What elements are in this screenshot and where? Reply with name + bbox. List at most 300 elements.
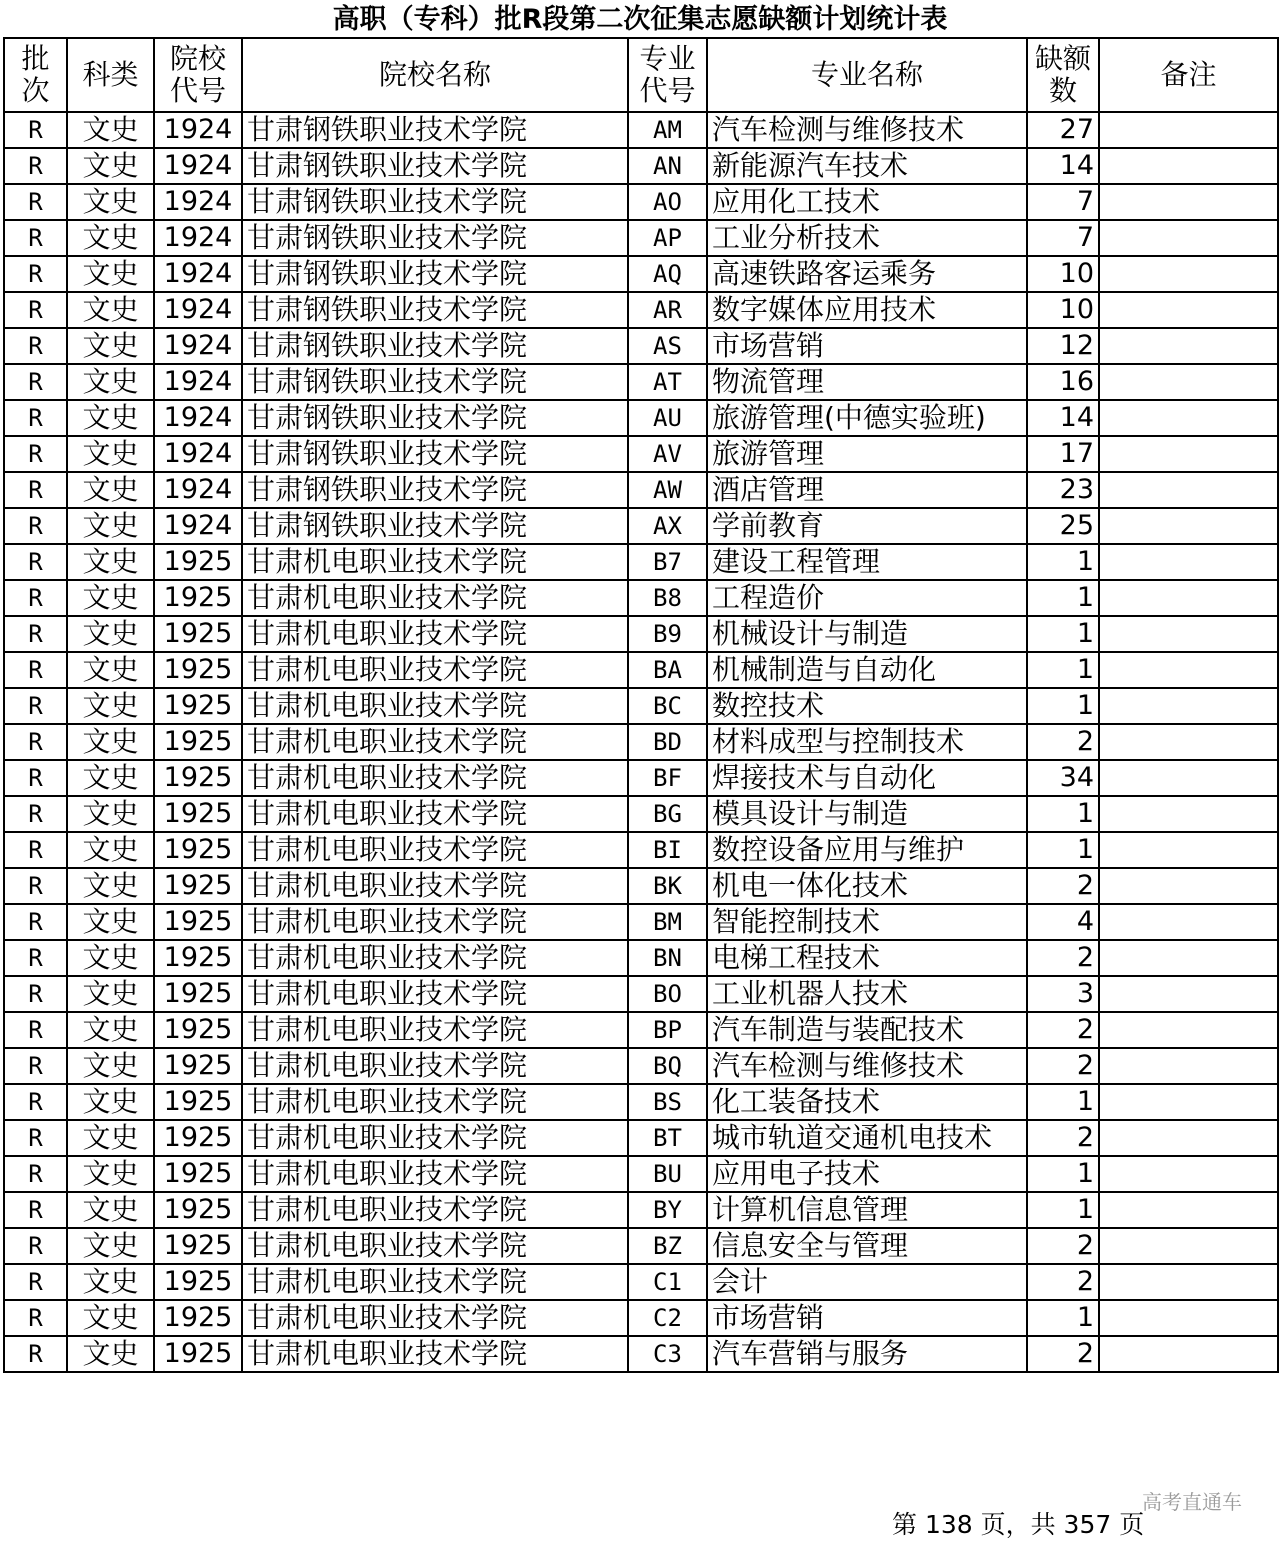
cell-major-code: BM (628, 904, 707, 940)
cell-note (1099, 796, 1278, 832)
table-row (4, 184, 1278, 220)
cell-batch: R (4, 796, 67, 832)
cell-school-name: 甘肃钢铁职业技术学院 (242, 328, 628, 364)
cell-quota: 25 (1027, 508, 1099, 544)
cell-school-name: 甘肃钢铁职业技术学院 (242, 148, 628, 184)
cell-school-code: 1924 (154, 436, 242, 472)
cell-school-name: 甘肃机电职业技术学院 (242, 1156, 628, 1192)
cell-batch: R (4, 508, 67, 544)
cell-school-name: 甘肃钢铁职业技术学院 (242, 508, 628, 544)
cell-major-code: BP (628, 1012, 707, 1048)
header-major-code: 专业 代号 (628, 38, 707, 112)
cell-category: 文史 (67, 976, 154, 1012)
cell-note (1099, 688, 1278, 724)
cell-major-code: AP (628, 220, 707, 256)
cell-batch: R (4, 292, 67, 328)
cell-note (1099, 760, 1278, 796)
header-school-code: 院校 代号 (154, 38, 242, 112)
cell-major-code: AW (628, 472, 707, 508)
cell-major-name: 汽车检测与维修技术 (707, 112, 1027, 148)
cell-batch: R (4, 364, 67, 400)
cell-batch: R (4, 976, 67, 1012)
cell-quota: 2 (1027, 1228, 1099, 1264)
cell-school-name: 甘肃机电职业技术学院 (242, 1264, 628, 1300)
cell-major-name: 应用电子技术 (707, 1156, 1027, 1192)
cell-school-name: 甘肃机电职业技术学院 (242, 832, 628, 868)
cell-major-code: BZ (628, 1228, 707, 1264)
cell-major-name: 模具设计与制造 (707, 796, 1027, 832)
table-row (4, 1048, 1278, 1084)
cell-school-code: 1925 (154, 1192, 242, 1228)
cell-school-code: 1925 (154, 544, 242, 580)
cell-school-name: 甘肃机电职业技术学院 (242, 1084, 628, 1120)
cell-school-code: 1924 (154, 364, 242, 400)
table-row (4, 688, 1278, 724)
cell-school-name: 甘肃机电职业技术学院 (242, 868, 628, 904)
cell-batch: R (4, 904, 67, 940)
cell-major-code: AX (628, 508, 707, 544)
table-row (4, 616, 1278, 652)
cell-school-name: 甘肃机电职业技术学院 (242, 652, 628, 688)
cell-batch: R (4, 400, 67, 436)
header-school-name: 院校名称 (242, 38, 628, 112)
cell-school-code: 1925 (154, 724, 242, 760)
cell-major-name: 智能控制技术 (707, 904, 1027, 940)
cell-major-name: 市场营销 (707, 328, 1027, 364)
cell-note (1099, 940, 1278, 976)
table-row (4, 724, 1278, 760)
cell-batch: R (4, 1120, 67, 1156)
cell-quota: 1 (1027, 688, 1099, 724)
table-row (4, 112, 1278, 148)
table-row (4, 1336, 1278, 1372)
cell-major-code: BQ (628, 1048, 707, 1084)
cell-major-code: AN (628, 148, 707, 184)
cell-batch: R (4, 580, 67, 616)
cell-major-code: BU (628, 1156, 707, 1192)
cell-major-code: B9 (628, 616, 707, 652)
cell-quota: 2 (1027, 1264, 1099, 1300)
table-row (4, 796, 1278, 832)
cell-school-code: 1924 (154, 184, 242, 220)
cell-quota: 14 (1027, 148, 1099, 184)
cell-major-name: 旅游管理(中德实验班) (707, 400, 1027, 436)
cell-note (1099, 1264, 1278, 1300)
cell-note (1099, 328, 1278, 364)
cell-quota: 1 (1027, 1300, 1099, 1336)
cell-school-name: 甘肃钢铁职业技术学院 (242, 364, 628, 400)
cell-category: 文史 (67, 1300, 154, 1336)
cell-batch: R (4, 868, 67, 904)
cell-school-code: 1925 (154, 580, 242, 616)
cell-major-code: AO (628, 184, 707, 220)
cell-note (1099, 580, 1278, 616)
cell-school-code: 1924 (154, 256, 242, 292)
cell-quota: 1 (1027, 616, 1099, 652)
cell-school-name: 甘肃机电职业技术学院 (242, 1228, 628, 1264)
cell-batch: R (4, 112, 67, 148)
cell-major-code: C2 (628, 1300, 707, 1336)
cell-batch: R (4, 616, 67, 652)
cell-category: 文史 (67, 760, 154, 796)
cell-category: 文史 (67, 472, 154, 508)
cell-major-name: 高速铁路客运乘务 (707, 256, 1027, 292)
cell-category: 文史 (67, 112, 154, 148)
cell-major-code: C3 (628, 1336, 707, 1372)
cell-note (1099, 1228, 1278, 1264)
cell-major-name: 城市轨道交通机电技术 (707, 1120, 1027, 1156)
cell-school-name: 甘肃机电职业技术学院 (242, 904, 628, 940)
cell-batch: R (4, 220, 67, 256)
cell-major-name: 应用化工技术 (707, 184, 1027, 220)
cell-batch: R (4, 940, 67, 976)
cell-note (1099, 868, 1278, 904)
cell-note (1099, 1336, 1278, 1372)
table-row (4, 1300, 1278, 1336)
cell-major-name: 数控技术 (707, 688, 1027, 724)
cell-quota: 2 (1027, 868, 1099, 904)
cell-note (1099, 1084, 1278, 1120)
cell-note (1099, 436, 1278, 472)
cell-major-code: BD (628, 724, 707, 760)
cell-major-name: 会计 (707, 1264, 1027, 1300)
cell-note (1099, 1192, 1278, 1228)
table-row (4, 976, 1278, 1012)
cell-batch: R (4, 184, 67, 220)
cell-quota: 1 (1027, 832, 1099, 868)
cell-major-name: 数控设备应用与维护 (707, 832, 1027, 868)
cell-school-name: 甘肃机电职业技术学院 (242, 1336, 628, 1372)
cell-major-code: AS (628, 328, 707, 364)
cell-category: 文史 (67, 652, 154, 688)
cell-school-code: 1924 (154, 508, 242, 544)
cell-quota: 4 (1027, 904, 1099, 940)
cell-school-code: 1924 (154, 112, 242, 148)
cell-note (1099, 652, 1278, 688)
table-row (4, 1120, 1278, 1156)
cell-category: 文史 (67, 688, 154, 724)
cell-major-name: 化工装备技术 (707, 1084, 1027, 1120)
cell-school-name: 甘肃机电职业技术学院 (242, 940, 628, 976)
cell-major-name: 工业机器人技术 (707, 976, 1027, 1012)
table-row (4, 904, 1278, 940)
cell-school-name: 甘肃钢铁职业技术学院 (242, 184, 628, 220)
header-major-name: 专业名称 (707, 38, 1027, 112)
cell-note (1099, 1300, 1278, 1336)
table-row (4, 292, 1278, 328)
cell-school-code: 1924 (154, 472, 242, 508)
page-number: 第 138 页，共 357 页 (892, 1510, 1145, 1539)
cell-school-code: 1925 (154, 1048, 242, 1084)
cell-note (1099, 544, 1278, 580)
cell-school-code: 1925 (154, 688, 242, 724)
table-row (4, 472, 1278, 508)
cell-note (1099, 112, 1278, 148)
table-row (4, 1228, 1278, 1264)
cell-quota: 16 (1027, 364, 1099, 400)
cell-category: 文史 (67, 508, 154, 544)
cell-school-name: 甘肃机电职业技术学院 (242, 760, 628, 796)
cell-note (1099, 508, 1278, 544)
cell-school-name: 甘肃钢铁职业技术学院 (242, 472, 628, 508)
table-row (4, 1192, 1278, 1228)
cell-quota: 2 (1027, 1120, 1099, 1156)
cell-batch: R (4, 328, 67, 364)
cell-school-code: 1925 (154, 760, 242, 796)
cell-batch: R (4, 652, 67, 688)
cell-category: 文史 (67, 724, 154, 760)
cell-school-name: 甘肃机电职业技术学院 (242, 580, 628, 616)
cell-batch: R (4, 1264, 67, 1300)
cell-school-code: 1925 (154, 1156, 242, 1192)
cell-school-code: 1925 (154, 868, 242, 904)
cell-quota: 1 (1027, 544, 1099, 580)
table-row (4, 256, 1278, 292)
cell-school-name: 甘肃机电职业技术学院 (242, 976, 628, 1012)
cell-category: 文史 (67, 1012, 154, 1048)
cell-major-code: AV (628, 436, 707, 472)
cell-school-name: 甘肃钢铁职业技术学院 (242, 436, 628, 472)
cell-note (1099, 1012, 1278, 1048)
cell-school-code: 1925 (154, 1264, 242, 1300)
cell-batch: R (4, 148, 67, 184)
cell-batch: R (4, 760, 67, 796)
cell-school-name: 甘肃钢铁职业技术学院 (242, 400, 628, 436)
cell-note (1099, 832, 1278, 868)
header-batch: 批 次 (4, 38, 67, 112)
cell-batch: R (4, 832, 67, 868)
cell-note (1099, 904, 1278, 940)
cell-school-code: 1925 (154, 1120, 242, 1156)
cell-school-code: 1925 (154, 616, 242, 652)
cell-school-name: 甘肃钢铁职业技术学院 (242, 220, 628, 256)
cell-school-code: 1925 (154, 1228, 242, 1264)
cell-note (1099, 1156, 1278, 1192)
cell-major-code: AM (628, 112, 707, 148)
cell-note (1099, 292, 1278, 328)
cell-major-code: AR (628, 292, 707, 328)
table-row (4, 868, 1278, 904)
header-note: 备注 (1099, 38, 1278, 112)
cell-category: 文史 (67, 1264, 154, 1300)
cell-category: 文史 (67, 292, 154, 328)
cell-batch: R (4, 472, 67, 508)
cell-batch: R (4, 1300, 67, 1336)
cell-note (1099, 976, 1278, 1012)
cell-major-name: 工业分析技术 (707, 220, 1027, 256)
cell-category: 文史 (67, 904, 154, 940)
cell-school-name: 甘肃机电职业技术学院 (242, 544, 628, 580)
cell-major-name: 汽车检测与维修技术 (707, 1048, 1027, 1084)
cell-quota: 10 (1027, 256, 1099, 292)
cell-major-name: 旅游管理 (707, 436, 1027, 472)
cell-school-name: 甘肃钢铁职业技术学院 (242, 256, 628, 292)
cell-batch: R (4, 1156, 67, 1192)
cell-school-name: 甘肃机电职业技术学院 (242, 1048, 628, 1084)
cell-batch: R (4, 544, 67, 580)
cell-category: 文史 (67, 328, 154, 364)
cell-batch: R (4, 1048, 67, 1084)
cell-major-name: 汽车制造与装配技术 (707, 1012, 1027, 1048)
cell-batch: R (4, 1336, 67, 1372)
cell-major-code: BT (628, 1120, 707, 1156)
cell-note (1099, 616, 1278, 652)
cell-school-code: 1924 (154, 328, 242, 364)
cell-school-name: 甘肃机电职业技术学院 (242, 616, 628, 652)
cell-school-name: 甘肃机电职业技术学院 (242, 1192, 628, 1228)
cell-batch: R (4, 688, 67, 724)
table-row (4, 1084, 1278, 1120)
cell-note (1099, 472, 1278, 508)
cell-category: 文史 (67, 400, 154, 436)
cell-major-code: BA (628, 652, 707, 688)
cell-school-code: 1925 (154, 904, 242, 940)
cell-major-code: BC (628, 688, 707, 724)
cell-major-code: C1 (628, 1264, 707, 1300)
cell-major-code: BG (628, 796, 707, 832)
cell-category: 文史 (67, 1120, 154, 1156)
cell-major-code: BS (628, 1084, 707, 1120)
cell-quota: 1 (1027, 1156, 1099, 1192)
table-row (4, 940, 1278, 976)
cell-quota: 27 (1027, 112, 1099, 148)
cell-batch: R (4, 1012, 67, 1048)
table-row (4, 508, 1278, 544)
cell-quota: 3 (1027, 976, 1099, 1012)
cell-school-code: 1925 (154, 832, 242, 868)
cell-major-name: 建设工程管理 (707, 544, 1027, 580)
cell-major-name: 计算机信息管理 (707, 1192, 1027, 1228)
table-row (4, 1264, 1278, 1300)
cell-category: 文史 (67, 580, 154, 616)
cell-school-code: 1924 (154, 292, 242, 328)
cell-quota: 1 (1027, 580, 1099, 616)
cell-category: 文史 (67, 1336, 154, 1372)
cell-batch: R (4, 724, 67, 760)
cell-quota: 1 (1027, 796, 1099, 832)
cell-quota: 7 (1027, 220, 1099, 256)
cell-quota: 1 (1027, 1084, 1099, 1120)
cell-batch: R (4, 256, 67, 292)
cell-category: 文史 (67, 1048, 154, 1084)
table-row (4, 220, 1278, 256)
cell-note (1099, 724, 1278, 760)
cell-category: 文史 (67, 1228, 154, 1264)
table-row (4, 148, 1278, 184)
cell-school-name: 甘肃机电职业技术学院 (242, 1300, 628, 1336)
cell-quota: 2 (1027, 940, 1099, 976)
cell-major-name: 电梯工程技术 (707, 940, 1027, 976)
cell-major-code: BI (628, 832, 707, 868)
cell-batch: R (4, 1084, 67, 1120)
table-row (4, 760, 1278, 796)
table-row (4, 364, 1278, 400)
cell-major-name: 机械设计与制造 (707, 616, 1027, 652)
header-row (4, 38, 1278, 112)
cell-major-name: 工程造价 (707, 580, 1027, 616)
cell-school-name: 甘肃钢铁职业技术学院 (242, 292, 628, 328)
cell-batch: R (4, 1192, 67, 1228)
cell-school-code: 1925 (154, 976, 242, 1012)
cell-category: 文史 (67, 184, 154, 220)
cell-quota: 34 (1027, 760, 1099, 796)
cell-school-code: 1925 (154, 796, 242, 832)
cell-major-name: 物流管理 (707, 364, 1027, 400)
cell-major-name: 机械制造与自动化 (707, 652, 1027, 688)
header-quota: 缺额 数 (1027, 38, 1099, 112)
cell-quota: 2 (1027, 1048, 1099, 1084)
cell-category: 文史 (67, 220, 154, 256)
cell-category: 文史 (67, 832, 154, 868)
cell-school-code: 1925 (154, 1336, 242, 1372)
cell-note (1099, 220, 1278, 256)
cell-major-name: 新能源汽车技术 (707, 148, 1027, 184)
table-row (4, 1156, 1278, 1192)
cell-major-code: AQ (628, 256, 707, 292)
cell-category: 文史 (67, 868, 154, 904)
page-title: 高职（专科）批R段第二次征集志愿缺额计划统计表 (332, 4, 948, 35)
cell-school-code: 1925 (154, 1300, 242, 1336)
cell-quota: 2 (1027, 1336, 1099, 1372)
cell-quota: 1 (1027, 1192, 1099, 1228)
cell-school-code: 1925 (154, 652, 242, 688)
cell-school-code: 1924 (154, 220, 242, 256)
cell-major-code: BN (628, 940, 707, 976)
cell-quota: 14 (1027, 400, 1099, 436)
cell-category: 文史 (67, 364, 154, 400)
cell-school-name: 甘肃机电职业技术学院 (242, 724, 628, 760)
cell-major-code: BK (628, 868, 707, 904)
cell-major-name: 汽车营销与服务 (707, 1336, 1027, 1372)
table-row (4, 832, 1278, 868)
cell-note (1099, 1120, 1278, 1156)
cell-major-name: 学前教育 (707, 508, 1027, 544)
cell-category: 文史 (67, 1192, 154, 1228)
cell-category: 文史 (67, 940, 154, 976)
table-row (4, 328, 1278, 364)
cell-batch: R (4, 1228, 67, 1264)
cell-quota: 12 (1027, 328, 1099, 364)
cell-major-name: 焊接技术与自动化 (707, 760, 1027, 796)
table-row (4, 652, 1278, 688)
cell-note (1099, 256, 1278, 292)
table-row (4, 436, 1278, 472)
cell-major-code: B8 (628, 580, 707, 616)
cell-category: 文史 (67, 1156, 154, 1192)
cell-major-code: AT (628, 364, 707, 400)
table-row (4, 580, 1278, 616)
cell-batch: R (4, 436, 67, 472)
cell-category: 文史 (67, 256, 154, 292)
cell-note (1099, 184, 1278, 220)
cell-major-code: BY (628, 1192, 707, 1228)
cell-quota: 7 (1027, 184, 1099, 220)
cell-major-code: BF (628, 760, 707, 796)
cell-major-name: 市场营销 (707, 1300, 1027, 1336)
cell-school-code: 1925 (154, 1084, 242, 1120)
table-row (4, 544, 1278, 580)
cell-school-code: 1925 (154, 940, 242, 976)
cell-quota: 2 (1027, 724, 1099, 760)
cell-quota: 1 (1027, 652, 1099, 688)
cell-school-code: 1924 (154, 148, 242, 184)
cell-quota: 2 (1027, 1012, 1099, 1048)
cell-school-code: 1925 (154, 1012, 242, 1048)
cell-major-name: 酒店管理 (707, 472, 1027, 508)
cell-note (1099, 148, 1278, 184)
cell-school-code: 1924 (154, 400, 242, 436)
cell-major-code: AU (628, 400, 707, 436)
